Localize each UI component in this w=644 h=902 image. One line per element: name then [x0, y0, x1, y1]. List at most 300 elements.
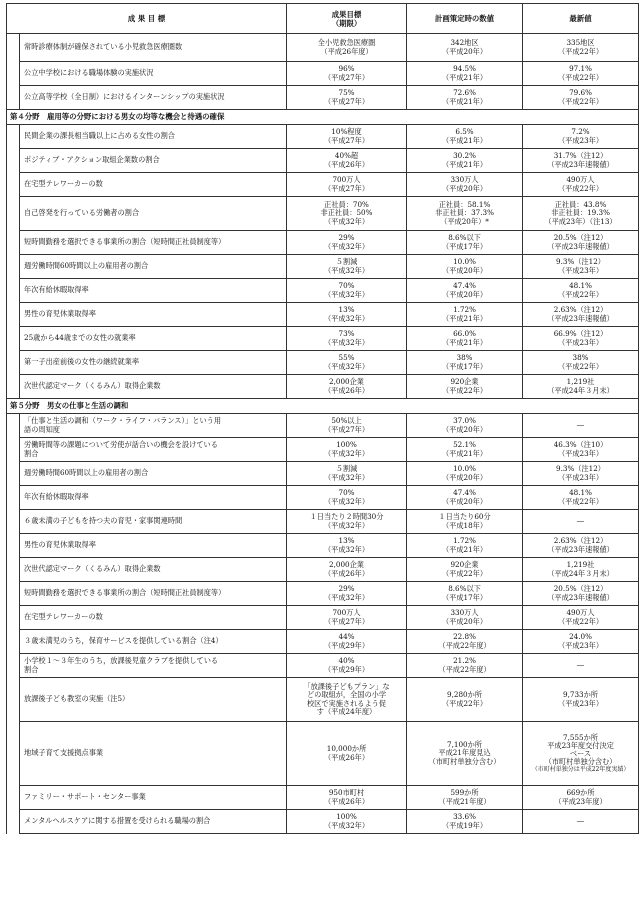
- target-value-line: 13%: [338, 305, 355, 315]
- target-value: [287, 722, 407, 786]
- latest-value: [523, 197, 639, 231]
- latest-value-line: 非正社員：19.3%: [551, 208, 610, 218]
- row-gutter: [7, 86, 20, 110]
- plan-value-line: （平成18年）: [441, 520, 488, 530]
- latest-value: [523, 414, 639, 438]
- plan-value: [407, 630, 523, 654]
- latest-value-line: 46.3%（注10）: [553, 440, 608, 450]
- target-value: [287, 414, 407, 438]
- target-value: [287, 810, 407, 834]
- header-goal: 成 果 目 標: [7, 4, 287, 34]
- table-row: [7, 375, 639, 399]
- target-value: [287, 173, 407, 197]
- plan-value-line: 330万人: [450, 608, 479, 618]
- goal-label: [20, 438, 287, 462]
- table-row: [7, 34, 639, 62]
- latest-value: [523, 534, 639, 558]
- goal-label-line: 男性の育児休業取得率: [24, 309, 96, 319]
- goal-label: [20, 149, 287, 173]
- latest-value-line: （平成22年）: [557, 183, 604, 193]
- goal-label: [20, 486, 287, 510]
- target-value-line: 正社員：70%: [324, 200, 369, 210]
- plan-value-line: 37.0%: [453, 416, 476, 426]
- table-row: [7, 678, 639, 722]
- table-row: [7, 231, 639, 255]
- latest-value-line: 平成23年度交付決定: [547, 740, 614, 750]
- plan-value-line: 330万人: [450, 175, 479, 185]
- table-row: [7, 62, 639, 86]
- table-row: [7, 606, 639, 630]
- plan-value-line: （平成22年）: [441, 568, 488, 578]
- plan-value-line: （市町村単独分含む）: [428, 756, 501, 766]
- target-value: [287, 678, 407, 722]
- target-value-line: １日当たり２時間30分: [309, 512, 384, 522]
- latest-value-line: （平成22年）: [557, 46, 604, 56]
- target-value: [287, 125, 407, 149]
- plan-value: [407, 327, 523, 351]
- plan-value: [407, 197, 523, 231]
- latest-value: [523, 279, 639, 303]
- target-value: [287, 558, 407, 582]
- goal-label-line: 次世代認定マーク（くるみん）取得企業数: [24, 381, 161, 391]
- goal-label: [20, 678, 287, 722]
- plan-value-line: （平成22年度）: [438, 640, 491, 650]
- latest-value-line: （平成22年）: [557, 616, 604, 626]
- plan-value-line: （平成22年）: [441, 698, 488, 708]
- plan-value-line: （平成19年）: [441, 820, 488, 830]
- table-row: [7, 255, 639, 279]
- table-body: [7, 34, 639, 834]
- goal-label: [20, 351, 287, 375]
- row-gutter: [7, 558, 20, 582]
- plan-value-line: 599か所: [450, 788, 479, 798]
- target-value-line: 校区で実施されるよう促: [306, 698, 387, 708]
- goal-label-line: ポジティブ・アクション取組企業数の割合: [24, 155, 160, 165]
- goal-label-line: ファミリー・サポート・センター事業: [24, 792, 146, 802]
- row-gutter: [7, 231, 20, 255]
- goal-label-line: 割合: [24, 664, 39, 674]
- target-value-line: （平成32年）: [323, 337, 370, 347]
- latest-value-line: 79.6%: [569, 88, 592, 98]
- plan-value-line: 8.6%以下: [448, 233, 481, 243]
- goal-label-line: 年次有給休暇取得率: [24, 492, 89, 502]
- target-value-line: （平成26年度）: [320, 46, 373, 56]
- plan-value-line: （平成20年）: [441, 496, 488, 506]
- goal-label-line: 年次有給休暇取得率: [24, 285, 89, 295]
- latest-value: [523, 558, 639, 582]
- plan-value-line: 6.5%: [455, 127, 474, 137]
- latest-value-line: （市町村単独分含む）: [544, 757, 617, 767]
- target-value-line: （平成32年）: [323, 592, 370, 602]
- plan-value-line: （平成20年）: [441, 424, 488, 434]
- latest-value-line: （平成23年速報値）: [547, 544, 614, 554]
- goal-label: [20, 558, 287, 582]
- target-value-line: （平成32年）: [323, 472, 370, 482]
- latest-value-line: 2.63%（注12）: [553, 536, 608, 546]
- target-value-line: （平成29年）: [323, 664, 370, 674]
- target-value-line: 73%: [338, 329, 355, 339]
- target-value-line: （平成32年）: [323, 265, 370, 275]
- target-value-line: （平成32年）: [323, 448, 370, 458]
- row-gutter: [7, 810, 20, 834]
- latest-value-line: （平成24年３月末）: [547, 568, 614, 578]
- target-value-line: 700万人: [332, 175, 361, 185]
- latest-value-line: （平成23年速報値）: [547, 159, 614, 169]
- goal-label-line: 小学校１～３年生のうち，放課後児童クラブを提供している: [24, 656, 219, 666]
- plan-value: [407, 438, 523, 462]
- target-value-line: （平成26年）: [323, 752, 370, 762]
- goal-label: [20, 722, 287, 786]
- target-value-line: （平成27年）: [323, 96, 370, 106]
- latest-value-line: ―: [576, 660, 585, 670]
- latest-value-line: 48.1%: [569, 281, 592, 291]
- target-value: [287, 438, 407, 462]
- table-row: [7, 351, 639, 375]
- latest-value-line: （平成22年）: [557, 361, 604, 371]
- target-value-line: 2,000企業: [329, 560, 364, 570]
- target-value-line: （平成27年）: [323, 183, 370, 193]
- plan-value-line: 1.72%: [453, 305, 476, 315]
- latest-value-line: （平成23年速報値）: [547, 313, 614, 323]
- table-row: [7, 534, 639, 558]
- plan-value-line: （平成20年）: [441, 46, 488, 56]
- plan-value: [407, 34, 523, 62]
- row-gutter: [7, 197, 20, 231]
- latest-value-line: 1,219社: [566, 377, 595, 387]
- target-value-line: 100%: [336, 440, 357, 450]
- section-header-row: [7, 110, 639, 125]
- goal-label: [20, 62, 287, 86]
- target-value: [287, 486, 407, 510]
- table-row: [7, 197, 639, 231]
- latest-value-line: 24.0%: [569, 632, 592, 642]
- plan-value: [407, 149, 523, 173]
- latest-value-line: 20.5%（注12）: [553, 584, 608, 594]
- plan-value-line: （平成22年）: [441, 385, 488, 395]
- plan-value: [407, 173, 523, 197]
- plan-value-line: 38%: [456, 353, 473, 363]
- goal-label-line: 民間企業の課長相当職以上に占める女性の割合: [24, 131, 175, 141]
- plan-value: [407, 303, 523, 327]
- latest-value-line: （平成23年速報値）: [547, 241, 614, 251]
- goal-label-line: 25歳から44歳までの女性の就業率: [24, 333, 136, 343]
- target-value-line: 非正社員：50%: [320, 208, 373, 218]
- plan-value: [407, 654, 523, 678]
- goal-label-line: 「仕事と生活の調和（ワーク・ライフ・バランス）」という用: [24, 416, 222, 426]
- plan-value: [407, 558, 523, 582]
- latest-value: [523, 678, 639, 722]
- target-value: [287, 327, 407, 351]
- row-gutter: [7, 414, 20, 438]
- target-value-line: 40%: [338, 656, 355, 666]
- plan-value-line: （平成21年）: [441, 337, 488, 347]
- latest-value: [523, 630, 639, 654]
- target-value: [287, 654, 407, 678]
- goal-label-line: 週労働時間60時間以上の雇用者の割合: [24, 468, 149, 478]
- latest-value: [523, 327, 639, 351]
- plan-value-line: 8.6%以下: [448, 584, 481, 594]
- latest-value-line: 2.63%（注12）: [553, 305, 608, 315]
- latest-value: [523, 62, 639, 86]
- plan-value-line: 47.4%: [453, 488, 476, 498]
- latest-value-line: （平成23年）: [557, 448, 604, 458]
- latest-value: [523, 86, 639, 110]
- table-row: [7, 303, 639, 327]
- plan-value-line: 72.6%: [453, 88, 476, 98]
- latest-value: [523, 582, 639, 606]
- goal-label: [20, 231, 287, 255]
- plan-value: [407, 510, 523, 534]
- latest-value-line: 正社員：43.8%: [554, 200, 607, 210]
- plan-value-line: （平成21年）: [441, 313, 488, 323]
- goal-label-line: 地域子育て支援拠点事業: [24, 748, 104, 758]
- goal-label: [20, 462, 287, 486]
- row-gutter: [7, 582, 20, 606]
- row-gutter: [7, 630, 20, 654]
- target-value-line: 2,000企業: [329, 377, 364, 387]
- target-value-line: どの取組が，全国の小学: [306, 690, 387, 700]
- target-value-line: （平成29年）: [323, 640, 370, 650]
- goal-label-line: 語の周知度: [24, 424, 60, 434]
- latest-value: [523, 654, 639, 678]
- table-row: [7, 582, 639, 606]
- goal-label-line: 週労働時間60時間以上の雇用者の割合: [24, 261, 149, 271]
- plan-value: [407, 582, 523, 606]
- target-value-line: 55%: [338, 353, 355, 363]
- latest-value: [523, 303, 639, 327]
- goal-label-line: 短時間勤務を選択できる事業所の割合（短時間正社員制度等）: [24, 237, 226, 247]
- goal-label: [20, 606, 287, 630]
- target-value-line: （平成32年）: [323, 216, 370, 226]
- table-row: [7, 510, 639, 534]
- latest-value-line: ―: [576, 516, 585, 526]
- latest-value-line: ベース: [569, 749, 592, 758]
- goal-label: [20, 510, 287, 534]
- target-value: [287, 197, 407, 231]
- latest-value-line: （平成23年）: [557, 135, 604, 145]
- target-value-line: 29%: [338, 233, 355, 243]
- plan-value-line: １日当たり60分: [438, 512, 491, 522]
- goal-label-line: 在宅型テレワーカーの数: [24, 612, 103, 622]
- target-value-line: 700万人: [332, 608, 361, 618]
- latest-value-line: （平成24年３月末）: [547, 385, 614, 395]
- target-value-line: 70%: [338, 488, 355, 498]
- table-row: [7, 654, 639, 678]
- plan-value-line: 920企業: [450, 377, 479, 387]
- plan-value-line: （平成21年）: [441, 448, 488, 458]
- latest-value: [523, 351, 639, 375]
- latest-value: [523, 722, 639, 786]
- goal-label: [20, 582, 287, 606]
- latest-value-line: 669か所: [566, 788, 595, 798]
- target-value: [287, 510, 407, 534]
- target-value-line: 50%以上: [331, 416, 362, 426]
- target-value-line: （平成27年）: [323, 135, 370, 145]
- plan-value-line: （平成20年）: [441, 616, 488, 626]
- target-value: [287, 582, 407, 606]
- row-gutter: [7, 303, 20, 327]
- target-value-line: （平成27年）: [323, 424, 370, 434]
- target-value-line: （平成26年）: [323, 159, 370, 169]
- table-row: [7, 86, 639, 110]
- plan-value: [407, 722, 523, 786]
- latest-value: [523, 255, 639, 279]
- header-row: [7, 4, 639, 34]
- row-gutter: [7, 327, 20, 351]
- latest-value-line: （平成23年度）: [554, 796, 607, 806]
- plan-value-line: （平成21年）: [441, 135, 488, 145]
- target-value: [287, 86, 407, 110]
- target-value-line: 10,000か所: [326, 744, 367, 754]
- goal-label: [20, 534, 287, 558]
- table-row: [7, 462, 639, 486]
- latest-value-line: （平成22年）: [557, 72, 604, 82]
- latest-value: [523, 125, 639, 149]
- row-gutter: [7, 510, 20, 534]
- plan-value-line: 1.72%: [453, 536, 476, 546]
- target-value-line: 「放課後子どもプラン」な: [303, 682, 390, 692]
- target-value-line: （平成32年）: [323, 289, 370, 299]
- target-value-line: （平成32年）: [323, 520, 370, 530]
- goals-table-page: [6, 3, 638, 834]
- target-value-line: （平成26年）: [323, 796, 370, 806]
- latest-value: [523, 375, 639, 399]
- target-value-line: （平成32年）: [323, 313, 370, 323]
- header-latest: 最新値: [523, 4, 639, 34]
- target-value-line: 40%超: [334, 151, 359, 161]
- latest-value-line: 490万人: [566, 608, 595, 618]
- row-gutter: [7, 125, 20, 149]
- latest-value-line: 7.2%: [571, 127, 590, 137]
- latest-value: [523, 486, 639, 510]
- plan-value-line: （平成17年）: [441, 592, 488, 602]
- target-value: [287, 351, 407, 375]
- table-row: [7, 149, 639, 173]
- goal-label-line: 自己啓発を行っている労働者の割合: [24, 208, 140, 218]
- target-value: [287, 34, 407, 62]
- latest-value-line: 20.5%（注12）: [553, 233, 608, 243]
- plan-value-line: （平成20年）*: [440, 216, 489, 226]
- target-value: [287, 630, 407, 654]
- latest-value-line: 31.7%（注12）: [553, 151, 608, 161]
- table-row: [7, 438, 639, 462]
- target-value-line: 75%: [338, 88, 355, 98]
- plan-value-line: 47.4%: [453, 281, 476, 291]
- target-value-line: ５割減: [335, 257, 358, 267]
- target-value: [287, 231, 407, 255]
- plan-value-line: （平成20年）: [441, 183, 488, 193]
- target-value-line: （平成27年）: [323, 72, 370, 82]
- row-gutter: [7, 722, 20, 786]
- table-row: [7, 125, 639, 149]
- plan-value-line: （平成21年）: [441, 72, 488, 82]
- target-value-line: 13%: [338, 536, 355, 546]
- target-value-line: 70%: [338, 281, 355, 291]
- latest-value: [523, 34, 639, 62]
- row-gutter: [7, 678, 20, 722]
- latest-value-line: （平成22年）: [557, 496, 604, 506]
- table-row: [7, 173, 639, 197]
- table-row: [7, 486, 639, 510]
- goal-label: [20, 34, 287, 62]
- latest-value: [523, 438, 639, 462]
- goal-label-line: 常時診療体制が確保されている小児救急医療圏数: [24, 42, 183, 52]
- latest-value-line: 38%: [572, 353, 589, 363]
- latest-value-line: ―: [576, 816, 585, 826]
- row-gutter: [7, 534, 20, 558]
- target-value-line: （平成32年）: [323, 544, 370, 554]
- target-value-line: 950市町村: [328, 788, 365, 798]
- plan-value: [407, 810, 523, 834]
- latest-value-line: （平成23年）（注13）: [544, 216, 617, 226]
- goal-label: [20, 279, 287, 303]
- row-gutter: [7, 34, 20, 62]
- plan-value-line: （平成20年）: [441, 265, 488, 275]
- goal-label-line: 短時間勤務を選択できる事業所の割合（短時間正社員制度等）: [24, 588, 226, 598]
- plan-value-line: 21.2%: [453, 656, 476, 666]
- plan-value-line: （平成17年）: [441, 361, 488, 371]
- plan-value-line: 30.2%: [453, 151, 476, 161]
- target-value-line: 96%: [338, 64, 355, 74]
- goal-label-line: 男性の育児休業取得率: [24, 540, 96, 550]
- latest-value: [523, 173, 639, 197]
- row-gutter: [7, 375, 20, 399]
- table-row: [7, 786, 639, 810]
- header-target-line1: 成果目標: [331, 9, 362, 19]
- goal-label: [20, 654, 287, 678]
- latest-value: [523, 786, 639, 810]
- table-row: [7, 327, 639, 351]
- latest-value-line: 48.1%: [569, 488, 592, 498]
- table-row: [7, 810, 639, 834]
- goal-label-line: 公立高等学校（全日制）におけるインターンシップの実施状況: [24, 92, 225, 102]
- plan-value-line: 10.0%: [453, 257, 476, 267]
- latest-value-line: 9,733か所: [563, 690, 598, 700]
- row-gutter: [7, 654, 20, 678]
- row-gutter: [7, 438, 20, 462]
- goal-label-line: ６歳未満の子どもを持つ夫の育児・家事関連時間: [24, 516, 183, 526]
- target-value: [287, 279, 407, 303]
- target-value-line: （平成27年）: [323, 616, 370, 626]
- plan-value-line: 66.0%: [453, 329, 476, 339]
- plan-value-line: 正社員：58.1%: [438, 200, 491, 210]
- latest-value-line: 490万人: [566, 175, 595, 185]
- target-value-line: （平成32年）: [323, 241, 370, 251]
- plan-value: [407, 375, 523, 399]
- plan-value-line: 平成21年度見込: [438, 748, 491, 758]
- goal-label: [20, 375, 287, 399]
- plan-value-line: 94.5%: [453, 64, 476, 74]
- plan-value-line: 非正社員：37.3%: [435, 208, 494, 218]
- latest-value: [523, 510, 639, 534]
- row-gutter: [7, 149, 20, 173]
- plan-value: [407, 462, 523, 486]
- plan-value-line: （平成20年）: [441, 472, 488, 482]
- plan-value-line: （平成21年）: [441, 544, 488, 554]
- latest-value: [523, 462, 639, 486]
- latest-value: [523, 231, 639, 255]
- latest-value-line: （平成22年）: [557, 96, 604, 106]
- header-target: [287, 4, 407, 34]
- latest-value-line: （平成23年速報値）: [547, 592, 614, 602]
- plan-value: [407, 279, 523, 303]
- latest-value-line: 335地区: [566, 38, 595, 48]
- goal-label: [20, 414, 287, 438]
- target-value-line: （平成32年）: [323, 820, 370, 830]
- plan-value-line: （平成21年）: [441, 96, 488, 106]
- target-value: [287, 375, 407, 399]
- row-gutter: [7, 173, 20, 197]
